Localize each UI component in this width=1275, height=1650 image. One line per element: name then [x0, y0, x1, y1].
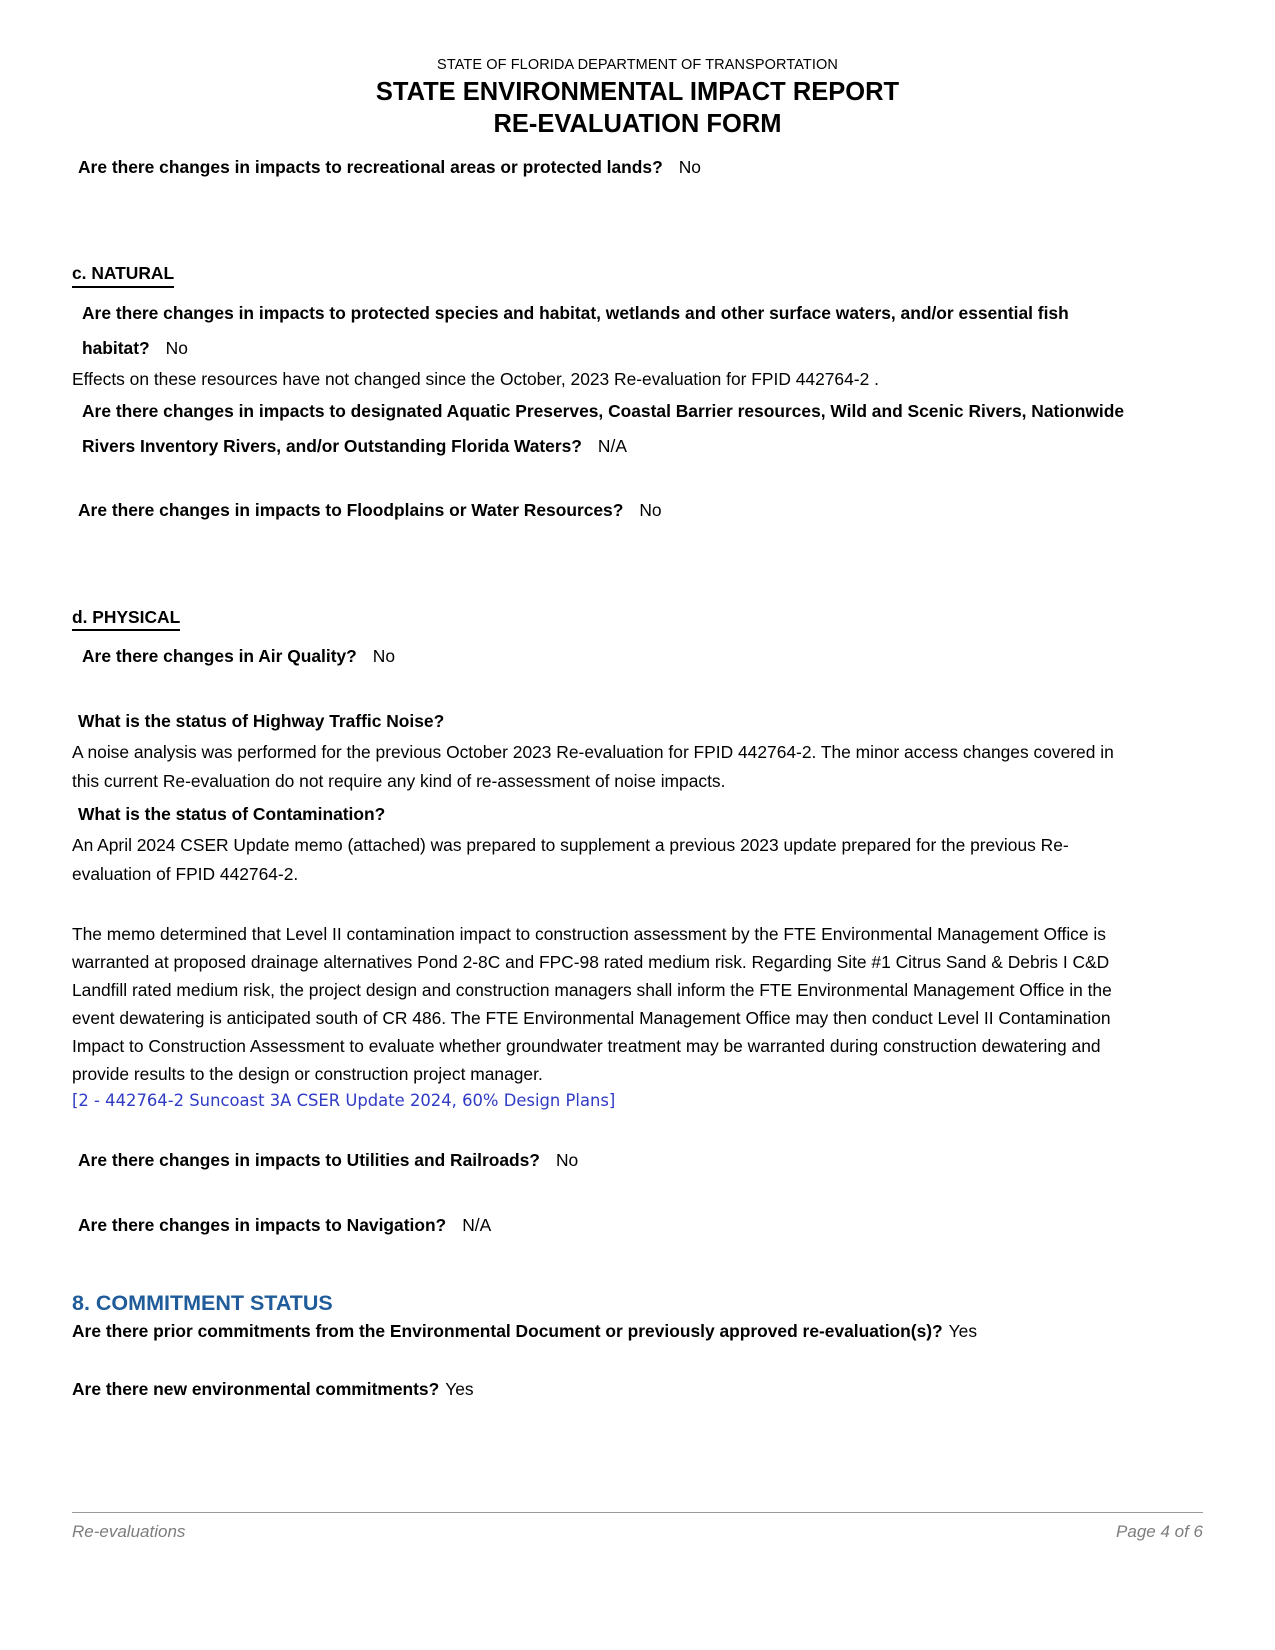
answer-recreational-areas: No: [678, 157, 701, 177]
document-title-line-1: STATE ENVIRONMENTAL IMPACT REPORT: [375, 77, 900, 106]
question-recreational-areas-label: Are there changes in impacts to recreational areas or protected lands?: [78, 157, 663, 177]
answer-prior-commitments: Yes: [948, 1321, 978, 1342]
question-protected-species-label: Are there changes in impacts to protected species and habitat, wetlands and other surface waters, and/or essential fish habitat?: [82, 303, 1069, 358]
answer-aquatic-preserves: N/A: [597, 435, 627, 456]
question-new-commitments: [72, 1376, 1137, 1404]
spacer: [72, 1113, 1137, 1143]
spacer: [72, 1346, 1137, 1376]
question-prior-commitments: [72, 1318, 1137, 1346]
citation-link-cser-update[interactable]: [2 - 442764-2 Suncoast 3A CSER Update 2024, 60% Design Plans]: [72, 1090, 616, 1110]
spacer: [72, 463, 1137, 493]
document-title-line-2: RE-EVALUATION FORM: [493, 109, 782, 138]
document-title: [0, 77, 1275, 140]
question-highway-traffic-noise-label: What is the status of Highway Traffic Noise?: [78, 710, 445, 731]
question-air-quality: [72, 639, 1137, 673]
question-recreational-areas: [72, 150, 1137, 184]
agency-name: STATE OF FLORIDA DEPARTMENT OF TRANSPORTATION: [437, 57, 838, 73]
question-protected-species: [72, 296, 1137, 365]
page-footer: [72, 1512, 1203, 1542]
question-navigation: [72, 1208, 1137, 1242]
footer-row: [72, 1513, 1203, 1542]
document-header: [0, 0, 1275, 140]
paragraph-contamination-memo: An April 2024 CSER Update memo (attached) was prepared to supplement a previous 2023 update prepared for the previous Re-evaluation of FPID 442764-2.: [72, 835, 1069, 885]
question-prior-commitments-label: Are there prior commitments from the Environmental Document or previously approved re-evaluation(s)?: [72, 1321, 943, 1342]
question-air-quality-label: Are there changes in Air Quality?: [82, 646, 357, 667]
question-utilities-railroads-label: Are there changes in impacts to Utilities and Railroads?: [78, 1150, 540, 1171]
question-new-commitments-label: Are there new environmental commitments?: [72, 1379, 440, 1400]
paragraph-noise-status: A noise analysis was performed for the previous October 2023 Re-evaluation for FPID 442764-2. The minor access changes covered in this current Re-evaluation do not require any kind of re-assessment of noise impacts.: [72, 742, 1114, 792]
section-physical: [72, 606, 1137, 632]
answer-floodplains: No: [639, 500, 662, 521]
question-aquatic-preserves-label: Are there changes in impacts to designated Aquatic Preserves, Coastal Barrier resources, Wild and Scenic Rivers, Nationwide Rivers Inventory Rivers, and/or Outstanding Florida Waters?: [82, 401, 1125, 456]
paragraph-species-effects: Effects on these resources have not changed since the October, 2023 Re-evaluation for FPID 442764-2 .: [72, 368, 879, 389]
footer-document-name: Re-evaluations: [72, 1522, 186, 1541]
answer-new-commitments: Yes: [445, 1379, 474, 1400]
question-highway-traffic-noise: [72, 704, 1137, 738]
question-floodplains-label: Are there changes in impacts to Floodplains or Water Resources?: [78, 500, 624, 521]
section-natural-label: c. NATURAL: [72, 262, 174, 288]
answer-utilities-railroads: No: [555, 1150, 579, 1171]
spacer: [72, 890, 1137, 920]
section-natural: [72, 262, 1137, 288]
spacer: [72, 674, 1137, 704]
question-utilities-railroads: [72, 1143, 1137, 1177]
question-aquatic-preserves: [72, 394, 1137, 463]
question-navigation-label: Are there changes in impacts to Navigation?: [78, 1214, 447, 1235]
spacer: [72, 1242, 1137, 1288]
answer-protected-species: No: [165, 337, 188, 358]
answer-navigation: N/A: [462, 1214, 492, 1235]
footer-page-number: Page 4 of 6: [1116, 1522, 1203, 1541]
heading-commitment-status: 8. COMMITMENT STATUS: [72, 1291, 333, 1316]
spacer: [72, 528, 1137, 606]
question-floodplains: [72, 493, 1137, 527]
document-body: [72, 150, 1137, 1404]
question-contamination: [72, 797, 1137, 831]
spacer: [72, 631, 1137, 639]
answer-air-quality: No: [372, 646, 396, 667]
paragraph-contamination-determination: The memo determined that Level II contamination impact to construction assessment by the FTE Environmental Management Office is warranted at proposed drainage alternatives Pond 2-8C and FPC-98 rated medium risk. Regarding Site #1 Citrus Sand & Debris I C&D Landfill rated medium risk, the project design and construction managers shall inform the FTE Environmental Management Office in the event dewatering is anticipated south of CR 486. The FTE Environmental Management Office may then conduct Level II Contamination Impact to Construction Assessment to evaluate whether groundwater treatment may be warranted during construction dewatering and provide results to the design or construction project manager.: [72, 923, 1112, 1085]
question-contamination-label: What is the status of Contamination?: [78, 803, 386, 824]
spacer: [72, 184, 1137, 262]
spacer: [72, 1178, 1137, 1208]
section-physical-label: d. PHYSICAL: [72, 606, 180, 632]
spacer: [72, 288, 1137, 296]
